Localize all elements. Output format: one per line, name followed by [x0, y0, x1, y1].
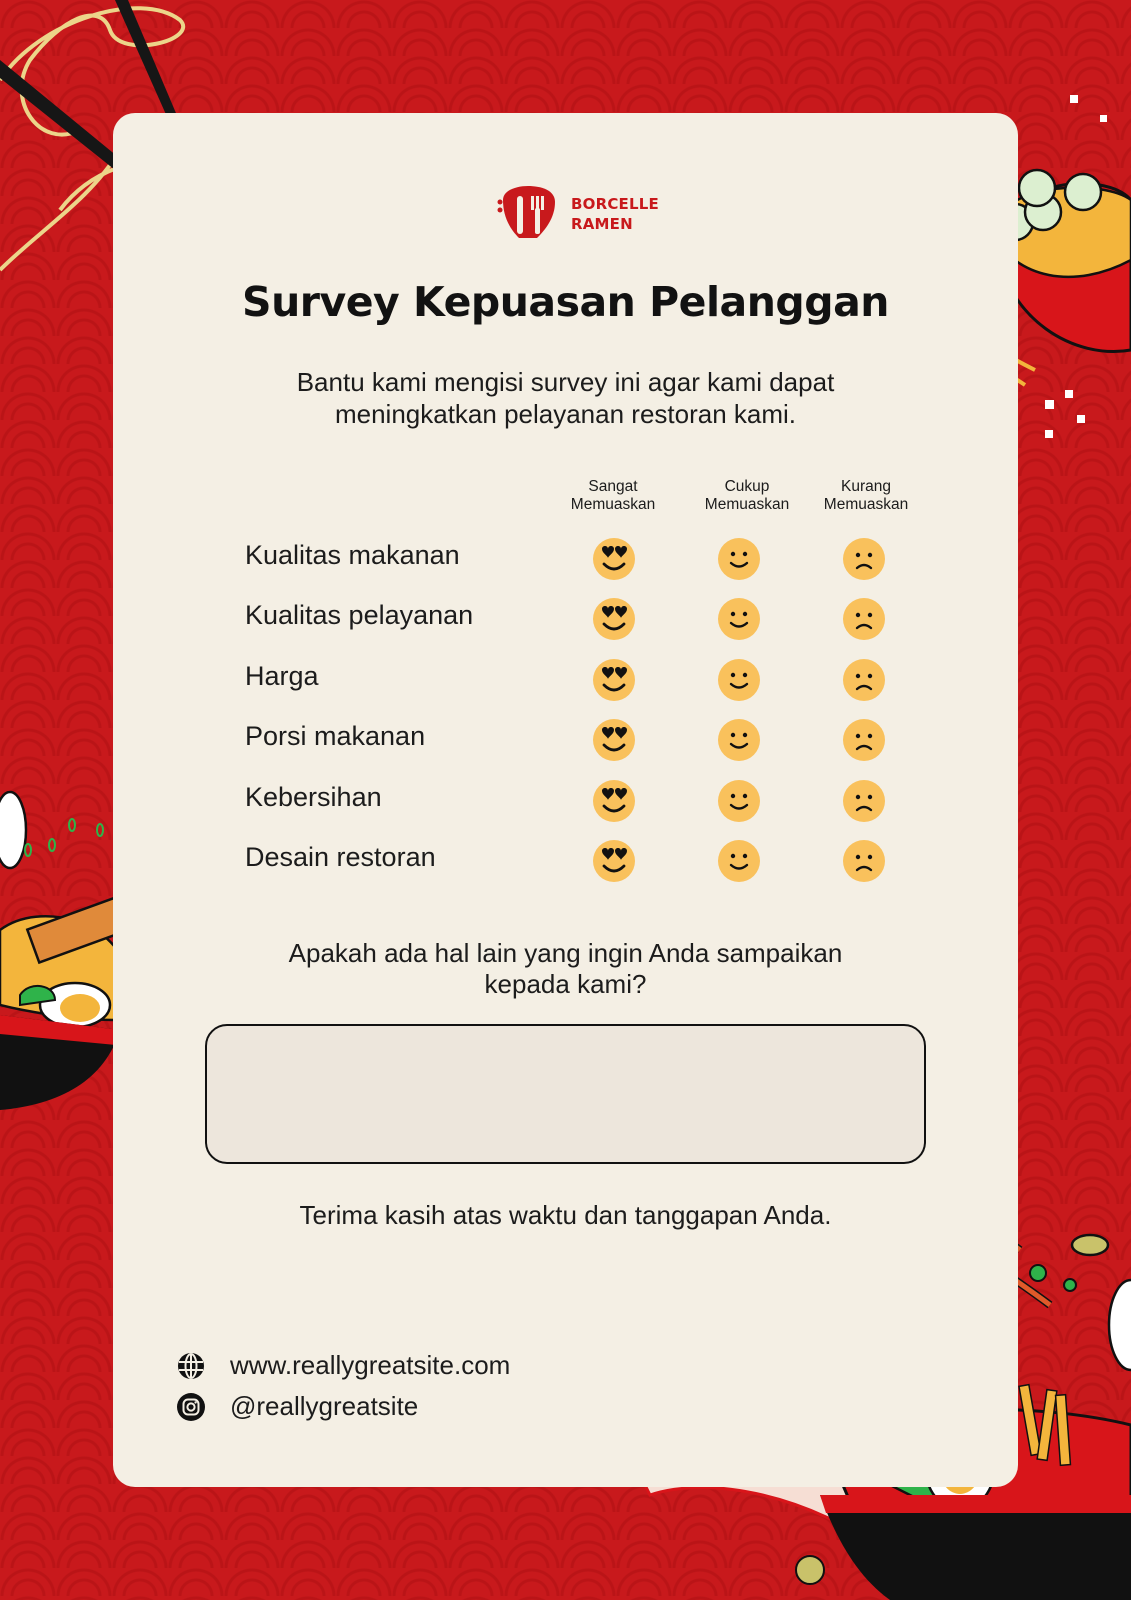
thanks-text: Terima kasih atas waktu dan tanggapan Anda. [299, 1200, 832, 1230]
rating-row-label-harga: Harga [245, 661, 319, 691]
heart-eyes-face-icon [592, 839, 636, 883]
heart-eyes-face-option-icon[interactable] [592, 658, 636, 702]
page-title: Survey Kepuasan Pelanggan [242, 278, 889, 326]
globe-icon [176, 1351, 206, 1381]
heart-eyes-face-icon [592, 658, 636, 702]
heart-eyes-face-icon [592, 779, 636, 823]
smile-face-option-icon[interactable] [717, 658, 761, 702]
smile-face-icon [717, 779, 761, 823]
heart-eyes-face-option-icon[interactable] [592, 537, 636, 581]
frown-face-option-icon[interactable] [842, 779, 886, 823]
heart-eyes-face-option-icon[interactable] [592, 597, 636, 641]
smile-face-icon [717, 597, 761, 641]
smile-face-icon [717, 658, 761, 702]
heart-eyes-face-option-icon[interactable] [592, 779, 636, 823]
rating-row-label-porsi-makanan: Porsi makanan [245, 721, 426, 751]
column-header-sangat-memuaskan: Sangat Memuaskan [570, 478, 656, 513]
column-header-kurang-memuaskan: Kurang Memuaskan [823, 478, 909, 513]
frown-face-icon [842, 658, 886, 702]
frown-face-icon [842, 597, 886, 641]
answer-textbox[interactable] [205, 1024, 926, 1164]
smile-face-option-icon[interactable] [717, 718, 761, 762]
page-subtitle: Bantu kami mengisi survey ini agar kami dapat meningkatkan pelayanan restoran kami. [296, 367, 835, 429]
contact-website[interactable] [176, 1350, 510, 1381]
smile-face-icon [717, 718, 761, 762]
smile-face-option-icon[interactable] [717, 537, 761, 581]
ramen-bowl-fork-icon [497, 186, 559, 242]
rating-row-label-kualitas-pelayanan: Kualitas pelayanan [245, 600, 474, 630]
frown-face-option-icon[interactable] [842, 839, 886, 883]
frown-face-option-icon[interactable] [842, 658, 886, 702]
smile-face-icon [717, 839, 761, 883]
rating-row-label-kualitas-makanan: Kualitas makanan [245, 540, 460, 570]
brand-logo [497, 186, 659, 242]
heart-eyes-face-icon [592, 718, 636, 762]
open-question: Apakah ada hal lain yang ingin Anda sampaikan kepada kami? [288, 938, 843, 999]
brand-name-line1: BORCELLE [571, 195, 659, 213]
frown-face-option-icon[interactable] [842, 537, 886, 581]
instagram-icon [176, 1392, 206, 1422]
heart-eyes-face-option-icon[interactable] [592, 718, 636, 762]
heart-eyes-face-icon [592, 537, 636, 581]
frown-face-icon [842, 839, 886, 883]
heart-eyes-face-option-icon[interactable] [592, 839, 636, 883]
instagram-text: @reallygreatsite [230, 1391, 419, 1421]
website-text: www.reallygreatsite.com [230, 1350, 511, 1380]
column-header-cukup-memuaskan: Cukup Memuaskan [704, 478, 790, 513]
frown-face-option-icon[interactable] [842, 718, 886, 762]
rating-row-label-desain-restoran: Desain restoran [245, 842, 436, 872]
frown-face-icon [842, 779, 886, 823]
smile-face-option-icon[interactable] [717, 839, 761, 883]
heart-eyes-face-icon [592, 597, 636, 641]
frown-face-icon [842, 718, 886, 762]
frown-face-icon [842, 537, 886, 581]
smile-face-option-icon[interactable] [717, 597, 761, 641]
smile-face-option-icon[interactable] [717, 779, 761, 823]
contact-instagram[interactable] [176, 1391, 418, 1422]
brand-name-line2: RAMEN [571, 215, 633, 233]
smile-face-icon [717, 537, 761, 581]
rating-row-label-kebersihan: Kebersihan [245, 782, 382, 812]
frown-face-option-icon[interactable] [842, 597, 886, 641]
